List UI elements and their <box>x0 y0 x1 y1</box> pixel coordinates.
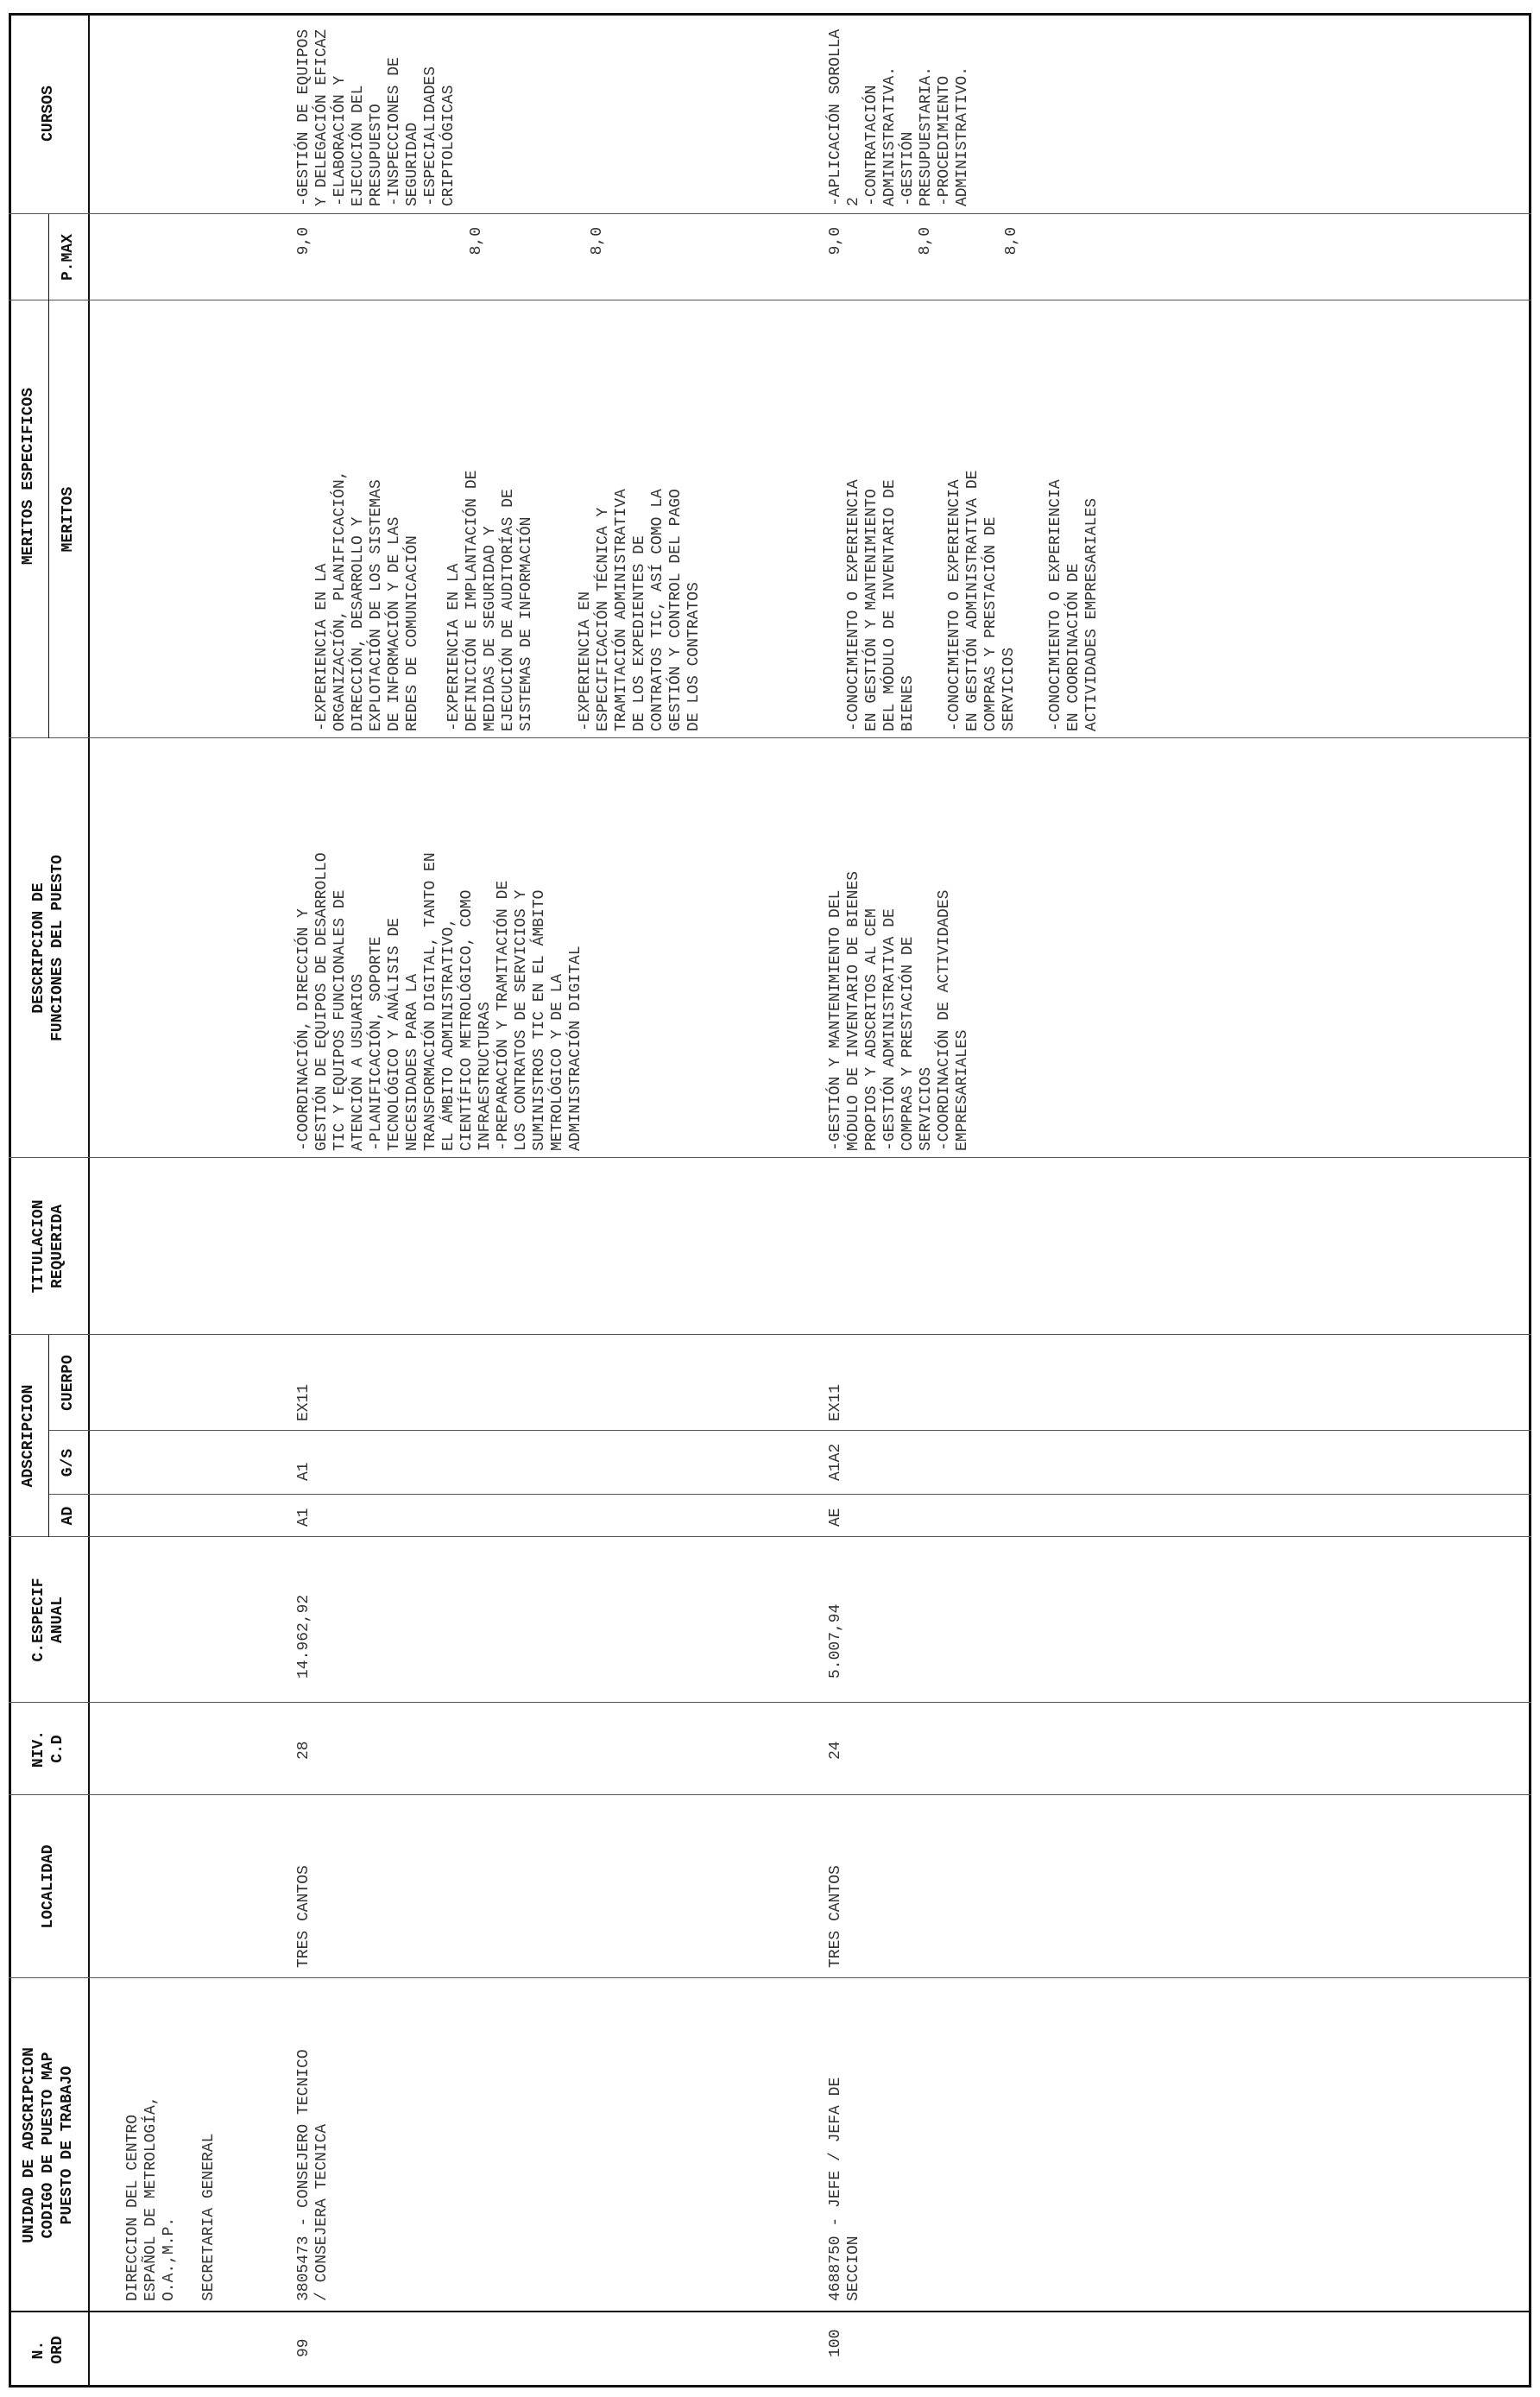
row-localidad: TRES CANTOS <box>295 1865 312 1968</box>
row-c-especif: 5.007,94 <box>827 1603 844 1679</box>
header-meritos-especificos: MERITOS ESPECIFICOS <box>20 387 37 566</box>
row-cursos: -APLICACIÓN SOROLLA 2 -CONTRATACIÓN ADMINISTRATIVA. -GESTIÓN PRESUPUESTARIA. -PROCEDIMIENTO ADMINISTRATIVO. <box>827 28 971 206</box>
header-nivel: NIV. C.D <box>30 1730 66 1768</box>
row-cuerpo: EX11 <box>827 1383 844 1421</box>
row-pmax: 9,0 <box>295 227 312 256</box>
header-p-max: P.MAX <box>60 234 77 281</box>
header-descripcion: DESCRIPCION DE FUNCIONES DEL PUESTO <box>30 854 66 1042</box>
col-line <box>9 1157 1531 1158</box>
col-line <box>9 213 1531 214</box>
merito-item: -CONOCIMIENTO O EXPERIENCIA EN GESTIÓN Y MANTENIMIENTO DEL MÓDULO DE INVENTARIO DE BIENES <box>845 479 917 731</box>
header-unidad: UNIDAD DE ADSCRIPCION CODIGO DE PUESTO MAP PUESTO DE TRABAJO <box>21 2047 76 2243</box>
row-nivel: 24 <box>827 1741 844 1760</box>
row-n-ord: 100 <box>827 2329 844 2357</box>
row-localidad: TRES CANTOS <box>827 1865 844 1968</box>
row-descripcion: -COORDINACIÓN, DIRECCIÓN Y GESTIÓN DE EQUIPOS DE DESARROLLO TIC Y EQUIPOS FUNCIONALES DE ATENCIÓN A USUARIOS -PLANIFICACIÓN, SOPORTE TECNOLÓGICO Y ANÁLISIS DE NECESIDADES PARA LA TRANSFORMACIÓN DIGITAL, TANTO EN EL ÁMBITO ADMINISTRATIVO, CIENTÍFICO METROLÓGICO, COMO INFRAESTRUCTURAS -PREPARACIÓN Y TRAMITACIÓN DE LOS CONTRATOS DE SERVICIOS Y SUMINISTROS TIC EN EL ÁMBITO METROLÓGICO Y DE LA ADMINISTRACIÓN DIGITAL <box>295 852 584 1151</box>
row-cuerpo: EX11 <box>295 1383 312 1421</box>
header-n-ord: N. ORD <box>30 2336 66 2364</box>
col-line <box>9 1977 1531 1978</box>
col-line <box>9 1702 1531 1703</box>
col-line <box>9 1536 1531 1537</box>
rotated-table <box>9 13 1531 2388</box>
header-localidad: LOCALIDAD <box>40 1844 57 1929</box>
table-border <box>9 13 1531 2388</box>
row-puesto: 4688750 - JEFE / JEFA DE SECCION <box>827 2077 862 2301</box>
row-pmax: 8,0 <box>589 227 606 256</box>
header-ad: AD <box>60 1506 77 1526</box>
col-line <box>48 1430 1531 1431</box>
row-puesto: 3805473 - CONSEJERO TECNICO / CONSEJERA TECNICA <box>295 2049 331 2301</box>
row-pmax: 8,0 <box>1003 227 1020 256</box>
document-frame <box>9 13 1531 2388</box>
row-cursos: -GESTIÓN DE EQUIPOS Y DELEGACIÓN EFICAZ -ELABORACIÓN Y EJECUCIÓN DEL PRESUPUESTO -INSPECCIONES DE SEGURIDAD -ESPECIALIDADES CRIPTOLÓGICAS <box>295 28 458 206</box>
col-line <box>9 1334 1531 1335</box>
row-pmax: 8,0 <box>917 227 934 256</box>
header-divider <box>88 13 90 2388</box>
merito-item: -EXPERIENCIA EN ESPECIFICACIÓN TÉCNICA Y TRAMITACIÓN ADMINISTRATIVA DE LOS EXPEDIENTES DE CONTRATOS TIC, ASÍ COMO LA GESTIÓN Y CONTROL DEL PAGO DE LOS CONTRATOS <box>577 489 703 731</box>
merito-item: -CONOCIMIENTO O EXPERIENCIA EN GESTIÓN ADMINISTRATIVA DE COMPRAS Y PRESTACIÓN DE SERVICIOS <box>946 470 1018 731</box>
row-n-ord: 99 <box>295 2338 312 2357</box>
row-nivel: 28 <box>295 1741 312 1760</box>
header-meritos: MERITOS <box>60 486 77 553</box>
row-meritos <box>827 303 1120 731</box>
merito-item: -EXPERIENCIA EN LA ORGANIZACIÓN, PLANIFICACIÓN, DIRECCIÓN, DESARROLLO Y EXPLOTACIÓN DE LOS SISTEMAS DE INFORMACIÓN Y DE LAS REDES DE COMUNICACIÓN <box>313 470 421 731</box>
row-ad: AE <box>827 1508 844 1527</box>
row-ad: A1 <box>295 1508 312 1527</box>
row-c-especif: 14.962,92 <box>295 1594 312 1679</box>
header-titulacion: TITULACION REQUERIDA <box>30 1199 66 1293</box>
row-pmax: 9,0 <box>827 227 844 256</box>
row-meritos <box>295 303 722 731</box>
unit-name: DIRECCION DEL CENTRO ESPAÑOL DE METROLOGÍA, O.A.,M.P. <box>124 2096 178 2301</box>
row-descripcion: -GESTIÓN Y MANTENIMIENTO DEL MÓDULO DE INVENTARIO DE BIENES PROPIOS Y ADSCRITOS AL CEM -GESTIÓN ADMINISTRATIVA DE COMPRAS Y PRESTACIÓN DE SERVICIOS -COORDINACIÓN DE ACTIVIDADES EMPRESARIALES <box>827 870 971 1151</box>
unit-sub: SECRETARIA GENERAL <box>200 2133 218 2301</box>
col-line <box>48 1494 1531 1495</box>
header-adscripcion: ADSCRIPCION <box>20 1384 37 1488</box>
row-gs: A1A2 <box>827 1443 844 1481</box>
row-pmax: 8,0 <box>468 227 485 256</box>
merito-item: -CONOCIMIENTO O EXPERIENCIA EN COORDINACIÓN DE ACTIVIDADES EMPRESARIALES <box>1047 479 1101 731</box>
header-cursos: CURSOS <box>40 85 57 142</box>
header-gs: G/S <box>60 1448 77 1477</box>
col-line <box>9 737 1531 738</box>
merito-item: -EXPERIENCIA EN LA DEFINICIÓN E IMPLANTACIÓN DE MEDIDAS DE SEGURIDAD Y EJECUCIÓN DE AUDITORÍAS DE SISTEMAS DE INFORMACIÓN <box>445 470 535 731</box>
col-line <box>9 2311 1531 2312</box>
header-c-especif: C.ESPECIF ANUAL <box>30 1578 66 1662</box>
row-gs: A1 <box>295 1462 312 1481</box>
header-cuerpo: CUERPO <box>60 1355 77 1411</box>
col-line <box>9 1794 1531 1795</box>
